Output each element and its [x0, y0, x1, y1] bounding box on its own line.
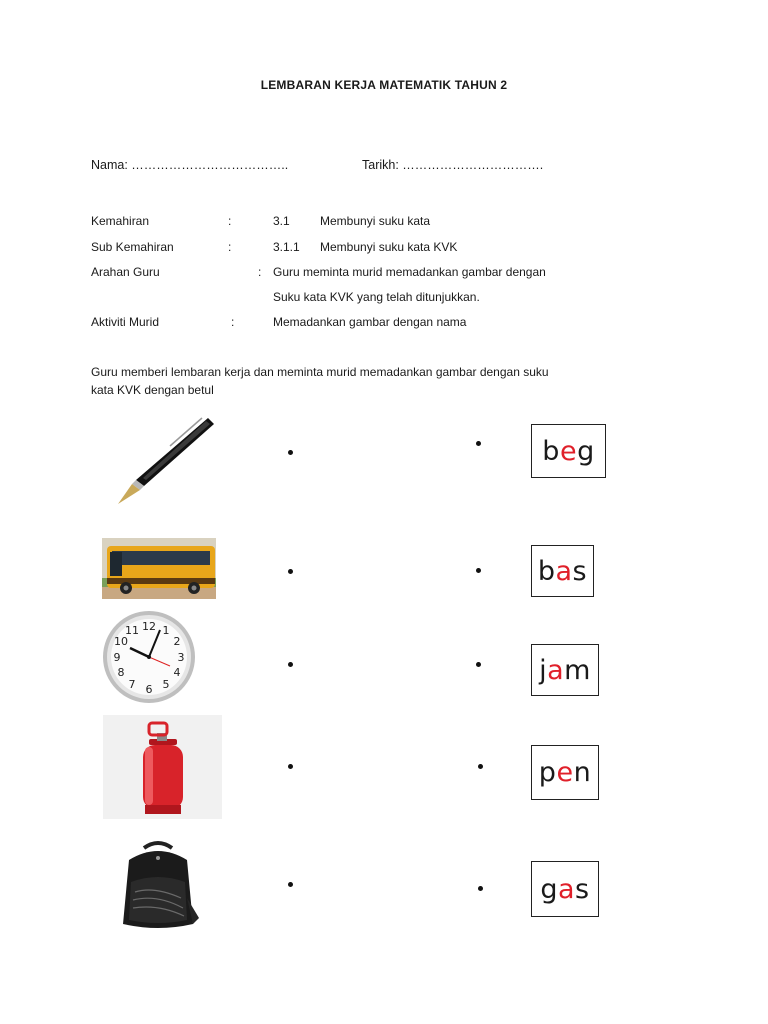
arahan-guru-line2: Suku kata KVK yang telah ditunjukkan. — [273, 290, 480, 304]
left-match-dot[interactable] — [288, 569, 293, 574]
right-match-dot[interactable] — [476, 568, 481, 573]
kemahiran-colon: : — [228, 214, 232, 228]
word-consonant: s — [575, 873, 590, 905]
word-consonant: p — [538, 757, 557, 788]
svg-text:3: 3 — [177, 651, 185, 664]
kemahiran-desc: Membunyi suku kata — [320, 214, 431, 228]
date-field: Tarikh: ……………………………. — [362, 158, 544, 172]
clock-image — [100, 610, 198, 704]
right-match-dot[interactable] — [478, 886, 483, 891]
word-vowel: e — [559, 435, 578, 467]
aktiviti-murid-desc: Memadankan gambar dengan nama — [273, 315, 467, 329]
arahan-guru-line1: Guru meminta murid memadankan gambar dengan — [273, 265, 546, 279]
svg-text:1: 1 — [162, 624, 170, 637]
page-title: LEMBARAN KERJA MATEMATIK TAHUN 2 — [260, 78, 508, 92]
right-match-dot[interactable] — [478, 764, 483, 769]
backpack-image — [109, 838, 207, 934]
word-box-jam — [531, 644, 599, 696]
word-consonant: s — [572, 555, 588, 587]
sub-kemahiran-desc: Membunyi suku kata KVK — [320, 240, 458, 254]
word-box-pen — [531, 745, 599, 800]
word-vowel: a — [558, 873, 576, 905]
kemahiran-label: Kemahiran — [91, 214, 150, 228]
aktiviti-murid-colon: : — [231, 315, 235, 329]
arahan-guru-label: Arahan Guru — [91, 265, 160, 279]
left-match-dot[interactable] — [288, 450, 293, 455]
aktiviti-murid-label: Aktiviti Murid — [91, 315, 160, 329]
left-match-dot[interactable] — [288, 764, 293, 769]
svg-text:2: 2 — [173, 635, 181, 648]
word-consonant: n — [573, 757, 592, 788]
word-box-bas — [531, 545, 594, 597]
word-consonant: b — [537, 555, 556, 587]
svg-text:12: 12 — [142, 620, 156, 633]
right-match-dot[interactable] — [476, 441, 481, 446]
word-box-gas — [531, 861, 599, 917]
word-consonant: g — [540, 873, 558, 905]
sub-kemahiran-label: Sub Kemahiran — [91, 240, 174, 254]
svg-text:7: 7 — [128, 678, 136, 691]
svg-text:5: 5 — [162, 678, 170, 691]
svg-text:8: 8 — [117, 666, 125, 679]
word-vowel: e — [556, 757, 574, 788]
sub-kemahiran-code: 3.1.1 — [273, 240, 300, 254]
sub-kemahiran-colon: : — [228, 240, 232, 254]
instruction-line-1: Guru memberi lembaran kerja dan meminta murid memadankan gambar dengan suku — [91, 365, 549, 379]
arahan-guru-colon: : — [258, 265, 262, 279]
svg-text:9: 9 — [113, 651, 121, 664]
gas-cylinder-image — [103, 715, 222, 819]
svg-text:11: 11 — [125, 624, 139, 637]
word-consonant: j — [539, 654, 548, 686]
svg-text:4: 4 — [173, 666, 181, 679]
left-match-dot[interactable] — [288, 662, 293, 667]
instruction-line-2: kata KVK dengan betul — [91, 383, 214, 397]
word-consonant: m — [564, 654, 591, 686]
pen-image — [110, 412, 214, 508]
bus-image — [102, 538, 216, 599]
kemahiran-code: 3.1 — [273, 214, 290, 228]
svg-text:10: 10 — [114, 635, 128, 648]
svg-text:6: 6 — [145, 683, 153, 696]
word-box-beg — [531, 424, 606, 478]
word-consonant: b — [542, 435, 560, 467]
word-vowel: a — [555, 555, 573, 587]
left-match-dot[interactable] — [288, 882, 293, 887]
word-vowel: a — [547, 654, 565, 686]
name-field: Nama: ……………………………….. — [91, 158, 289, 172]
word-consonant: g — [577, 435, 595, 467]
right-match-dot[interactable] — [476, 662, 481, 667]
